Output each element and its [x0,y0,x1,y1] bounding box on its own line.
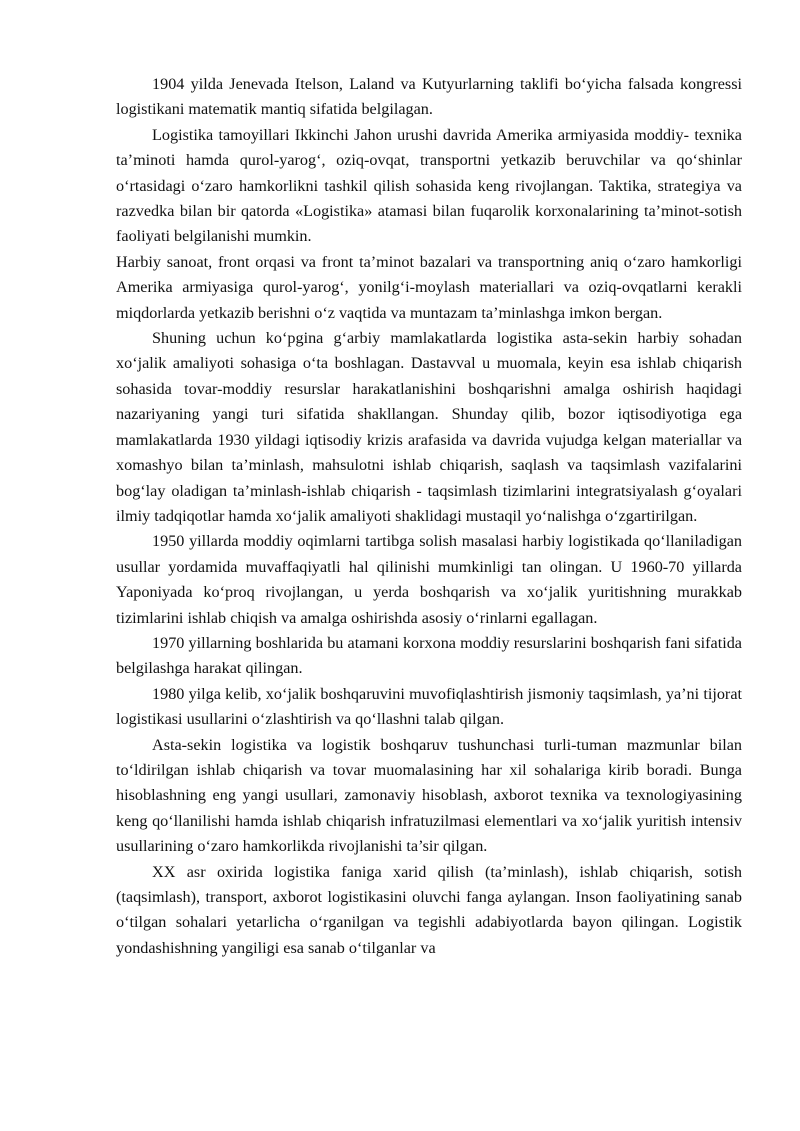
paragraph-7: 1980 yilga kelib, xo‘jalik boshqaruvini muvofiqlashtirish jismoniy taqsimlash, ya’ni tijorat logistikasi usullarini o‘zlashtirish va qo‘llashni talab qilgan. [116,684,742,729]
document-page [116,72,742,961]
paragraph-6: 1970 yillarning boshlarida bu atamani korxona moddiy resurslarini boshqarish fani sifatida belgilashga harakat qilingan. [116,633,742,678]
paragraph-1: 1904 yilda Jenevada Itelson, Laland va Kutyurlarning taklifi bo‘yicha falsada kongressi logistikani matematik mantiq sifatida belgilagan. [116,75,742,119]
paragraph-4: Shuning uchun ko‘pgina g‘arbiy mamlakatlarda logistika asta-sekin harbiy sohadan xo‘jalik amaliyoti sohasiga o‘ta boshlagan. Dastavval u muomala, keyin esa ishlab chiqarish sohasida tovar-moddiy resurslar harakatlanishini boshqarishni amalga oshirish haqidagi nazariyaning yangi turi sifatida shakllangan. Shunday qilib, bozor iqtisodiyotiga ega mamlakatlarda 1930 yildagi iqtisodiy krizis arafasida va davrida vujudga kelgan materiallar va xomashyo bilan ta’minlash, mahsulotni ishlab chiqarish, saqlash va taqsimlash vazifalarini bog‘lay oladigan ta’minlash-ishlab chiqarish - taqsimlash tizimlarini integratsiyalash g‘oyalari ilmiy tadqiqotlar hamda xo‘jalik amaliyoti shaklidagi mustaqil yo‘nalishga o‘zgartirilgan. [116,329,742,525]
paragraph-5: 1950 yillarda moddiy oqimlarni tartibga solish masalasi harbiy logistikada qo‘llaniladigan usullar yordamida muvaffaqiyatli hal qilinishi mumkinligi tan olingan. U 1960-70 yillarda Yaponiyada ko‘proq rivojlangan, u yerda boshqarish va xo‘jalik yuritishning murakkab tizimlarini ishlab chiqish va amalga oshirishda asosiy o‘rinlarni egallagan. [116,532,742,627]
paragraph-3: Harbiy sanoat, front orqasi va front ta’minot bazalari va transportning aniq o‘zaro hamkorligi Amerika armiyasiga qurol-yarog‘, yonilg‘i-moylash materiallari va oziq-ovqatlarni kerakli miqdorlarda yetkazib berishni o‘z vaqtida va muntazam ta’minlashga imkon bergan. [116,252,742,322]
paragraph-9: XX asr oxirida logistika faniga xarid qilish (ta’minlash), ishlab chiqarish, sotish (taqsimlash), transport, axborot logistikasini oluvchi fanga aylangan. Inson faoliyatining sanab o‘tilgan sohalari yetarlicha o‘rganilgan va tegishli adabiyotlarda bayon qilingan. Logistik yondashishning yangiligi esa sanab o‘tilganlar va [116,862,742,957]
paragraph-8: Asta-sekin logistika va logistik boshqaruv tushunchasi turli-tuman mazmunlar bilan to‘ldirilgan ishlab chiqarish va tovar muomalasining har xil sohalariga kirib boradi. Bunga hisoblashning eng yangi usullari, zamonaviy hisoblash, axborot texnika va texnologiyasining keng qo‘llanilishi hamda ishlab chiqarish infratuzilmasi elementlari va xo‘jalik yuritish intensiv usullarining o‘zaro hamkorlikda rivojlanishi ta’sir qilgan. [116,735,742,856]
paragraph-2: Logistika tamoyillari Ikkinchi Jahon urushi davrida Amerika armiyasida moddiy- texnika ta’minoti hamda qurol-yarog‘, oziq-ovqat, transportni yetkazib beruvchilar va qo‘shinlar o‘rtasidagi o‘zaro hamkorlikni tashkil qilish sohasida keng rivojlangan. Taktika, strategiya va razvedka bilan bir qatorda «Logistika» atamasi bilan fuqarolik korxonalarining ta’minot-sotish faoliyati belgilanishi mumkin. [116,125,742,246]
